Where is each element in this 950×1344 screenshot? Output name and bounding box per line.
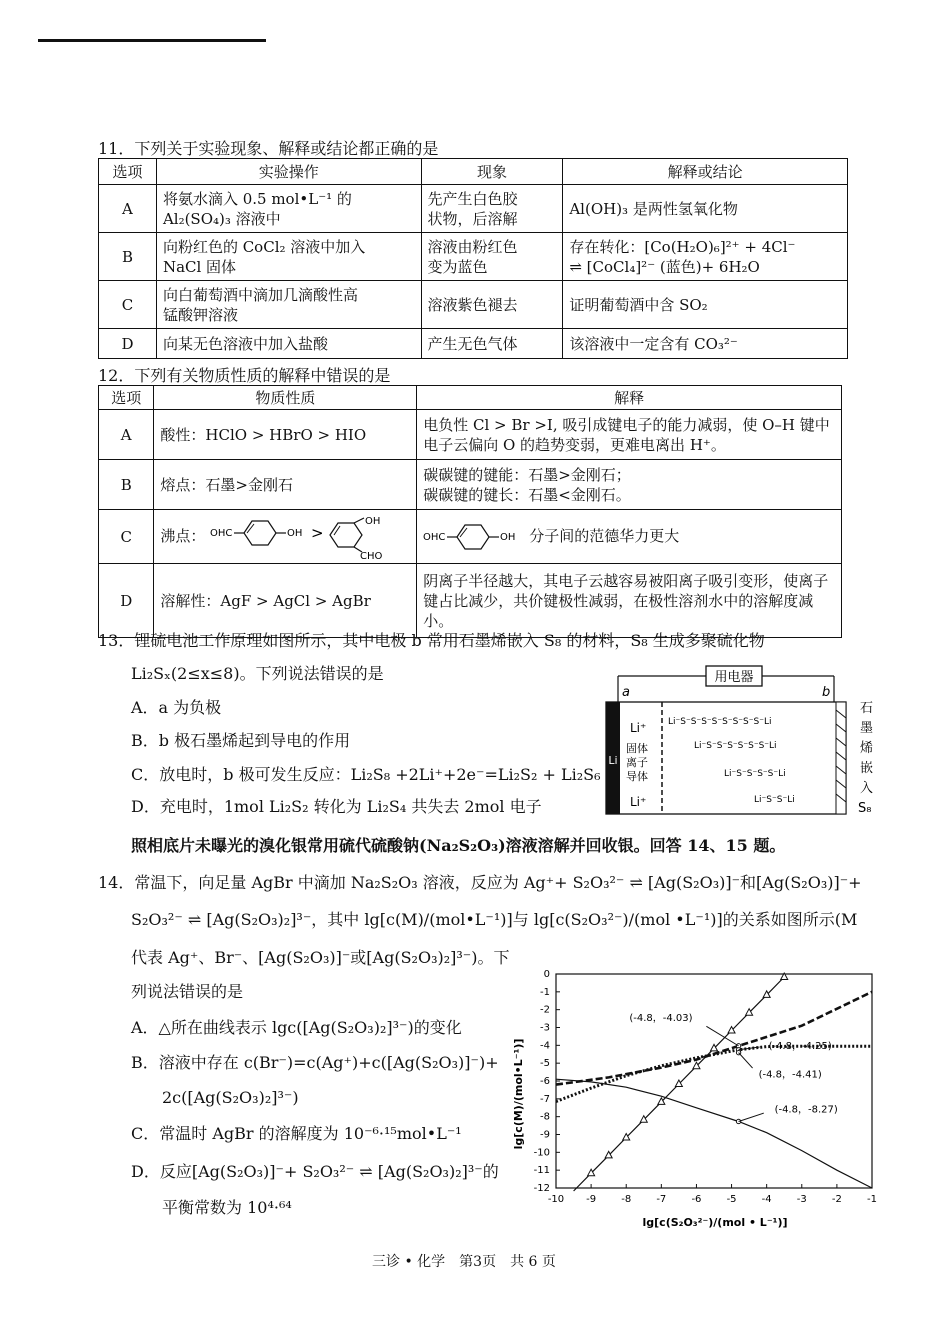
q11-operation-cell [156,185,421,233]
q14-option-d: D．反应[Ag(S₂O₃)]⁻+ S₂O₃²⁻ ⇌ [Ag(S₂O₃)₂]³⁻的 [131,1162,499,1181]
q11-phenomenon-cell: 溶液紫色褪去 [421,281,563,329]
q13-option-c: C．放电时，b 极可发生反应：Li₂S₈ +2Li⁺+2e⁻=Li₂S₂ + Li₂S₆ [131,765,601,784]
top-rule [38,39,266,42]
side-label-char: 墨 [860,721,874,736]
electrolyte-label-3: 导体 [626,770,648,783]
q11-conclusion-line: ⇌ [CoCl₄]²⁻ (蓝色)+ 6H₂O [569,257,760,276]
polysulfide-chain: Li⁻S⁻S⁻S⁻S⁻S⁻S⁻S⁻S⁻Li [668,717,772,727]
q12-header-explanation: 解释 [417,386,842,410]
q11-phenomenon-cell: 产生无色气体 [421,329,563,359]
q12-explanation-line: 碳碳键的键长：石墨<金刚石。 [423,485,631,504]
chart-x-axis-label: lg[c(S₂O₃²⁻)/(mol • L⁻¹)] [642,1216,788,1229]
mol-ohc-label: OHC [210,527,233,539]
q12-row-b [99,460,842,510]
q11-option-label: A [99,185,157,233]
side-label-char: 嵌 [860,761,874,776]
y-tick-label: -6 [540,1076,550,1087]
y-tick-label: -1 [540,986,550,998]
x-tick-label: -10 [547,1194,565,1205]
li-ion-bottom: Li⁺ [630,795,647,809]
q11-option-label: C [99,281,157,329]
q14-option-c: C．常温时 AgBr 的溶解度为 10⁻⁶·¹⁵mol•L⁻¹ [131,1124,462,1143]
electrolyte-label-1: 固体 [626,742,648,755]
x-tick-label: -3 [796,1194,807,1205]
q11-phenomenon-line: 先产生白色胶 [427,189,518,208]
q12-row-a [99,410,842,460]
q11-operation-line: NaCl 固体 [162,257,237,276]
polysulfide-chain: Li⁻S⁻S⁻S⁻S⁻S⁻S⁻Li [694,741,777,751]
q11-option-label: D [99,329,157,359]
y-tick-label: -4 [540,1040,550,1052]
q12-explanation-line: 碳碳键的键能：石墨>金刚石； [423,465,631,484]
q14-option-b: B．溶液中存在 c(Br⁻)=c(Ag⁺)+c([Ag(S₂O₃)]⁻)+ [131,1053,499,1072]
benzene-ring-icon [244,521,276,545]
annotation-label: (-4.8，-4.41) [758,1069,822,1081]
q12-table [98,385,842,638]
annotation-arrow [706,1026,738,1046]
y-tick-label: -10 [533,1147,550,1159]
y-tick-label: -8 [540,1111,550,1123]
benzene-ring-icon [330,523,362,547]
li-electrode-label: Li [608,754,618,767]
q12-option-label: B [99,460,154,510]
q14-option-d-cont: 平衡常数为 10⁴·⁶⁴ [162,1198,292,1217]
electrode-b-label: b [822,685,831,700]
q11-conclusion-cell: 该溶液中一定含有 CO₃²⁻ [563,329,848,359]
electrolyte-label-2: 离子 [626,756,648,769]
q11-conclusion-cell: 证明葡萄酒中含 SO₂ [563,281,848,329]
q11-conclusion-line: Al(OH)₃ 是两性氢氧化物 [569,199,738,218]
side-label-char: 石 [860,701,874,716]
y-tick-label: -9 [540,1129,550,1141]
q12-row-c [99,510,842,564]
side-label-char: 入 [860,781,874,796]
side-label-char: 烯 [860,741,874,756]
device-label: 用电器 [714,670,754,685]
q11-header-operation: 实验操作 [156,159,421,185]
q11-operation-line: 向粉红色的 CoCl₂ 溶液中加入 [162,237,366,256]
q12-title: 12．下列有关物质性质的解释中错误的是 [98,366,391,385]
q12-explanation-cell: 电负性 Cl > Br >I, 吸引成键电子的能力减弱，使 O–H 键中电子云偏向 O 的趋势变弱，更难电离出 H⁺。 [417,410,842,460]
y-tick-label: -11 [533,1165,550,1177]
q11-operation-line: 向白葡萄酒中滴加几滴酸性高 [162,285,358,304]
q11-row-d [99,329,848,359]
greater-than-sign: > [311,523,324,542]
q14-option-a: A．△所在曲线表示 lgc([Ag(S₂O₃)₂]³⁻)的变化 [131,1018,462,1037]
q14-stem-line-4: 列说法错误的是 [131,982,244,1001]
x-tick-label: -5 [726,1194,737,1205]
q12-row-d [99,564,842,638]
mol-oh-label: OH [365,515,381,527]
side-label-char: S₈ [858,801,872,816]
q11-row-b [99,233,848,281]
battery-diagram [598,660,888,820]
q11-conclusion-line: 存在转化：[Co(H₂O)₆]²⁺ + 4Cl⁻ [569,237,796,256]
y-tick-label: -7 [540,1093,550,1105]
q11-operation-line: 将氨水滴入 0.5 mol•L⁻¹ 的 [162,189,352,208]
graphene-s8-electrode [836,702,846,814]
polysulfide-chain: Li⁻S⁻S⁻Li [754,795,795,805]
q13-option-a: A．a 为负极 [131,698,222,717]
page-footer: 三诊 • 化学 第3页 共 6 页 [372,1254,556,1270]
q12-explanation-cell: 阴离子半径越大，其电子云越容易被阳离子吸引变形，使离子键占比减少，共价键极性减弱，在极性溶剂水中的溶解度减小。 [417,564,842,638]
chart-y-axis-label: lg[c(M)/(mol•L⁻¹)] [512,1038,525,1150]
series-line-solid [556,1079,872,1188]
x-tick-label: -7 [656,1194,667,1205]
q13-stem-line-1: 13．锂硫电池工作原理如图所示，其中电极 b 常用石墨烯嵌入 S₈ 的材料，S₈ 生成多聚硫化物 [98,631,765,650]
q12-property-cell: 溶解性：AgF > AgCl > AgBr [154,564,417,638]
q13-option-d: D．充电时，1mol Li₂S₂ 转化为 Li₂S₄ 共失去 2mol 电子 [131,797,542,816]
y-tick-label: 0 [543,969,550,980]
q11-phenomenon-line: 溶液由粉红色 [427,237,518,256]
annotation-label: (-4.8，-4.25) [768,1040,832,1052]
q11-header-conclusion: 解释或结论 [563,159,848,185]
x-tick-label: -2 [831,1194,842,1205]
annotation-label: (-4.8，-4.03) [629,1012,693,1024]
x-tick-label: -4 [761,1194,772,1205]
y-tick-label: -3 [540,1022,550,1034]
x-tick-label: -1 [867,1194,877,1205]
benzene-ring-icon [457,525,489,549]
q14-option-b-cont: 2c([Ag(S₂O₃)₂]³⁻) [162,1088,299,1107]
q12-header-property: 物质性质 [154,386,417,410]
y-tick-label: -12 [533,1183,550,1194]
y-tick-label: -2 [540,1004,550,1016]
mol-cho-label: CHO [360,550,383,560]
q14-stem-line-1: 14．常温下，向足量 AgBr 中滴加 Na₂S₂O₃ 溶液，反应为 Ag⁺+ S₂O₃²⁻ ⇌ [Ag(S₂O₃)]⁻和[Ag(S₂O₃)]⁻+ [98,873,862,892]
y-tick-label: -5 [540,1058,550,1070]
q12-header-option: 选项 [99,386,154,410]
q14-stem-line-3: 代表 Ag⁺、Br⁻、[Ag(S₂O₃)]⁻或[Ag(S₂O₃)₂]³⁻)。下 [131,948,510,967]
q11-conclusion-cell [563,233,848,281]
q11-phenomenon-line: 状物，后溶解 [427,209,518,228]
q13-option-b: B．b 极石墨烯起到导电的作用 [131,731,351,750]
q11-row-a [99,185,848,233]
li-ion-top: Li⁺ [630,721,647,735]
q12-explanation-cell [417,510,842,564]
annotation-label: (-4.8，-8.27) [774,1104,838,1116]
series-line-dashed [556,992,872,1085]
q11-title: 11．下列关于实验现象、解释或结论都正确的是 [98,139,439,158]
x-tick-label: -8 [621,1194,632,1205]
x-tick-label: -9 [586,1194,597,1205]
q11-header-option: 选项 [99,159,157,185]
q11-operation-cell [156,233,421,281]
q12-property-cell: 熔点：石墨>金刚石 [154,460,417,510]
series-line-dotted [556,1046,872,1101]
q11-operation-cell [156,281,421,329]
chart-frame [556,974,872,1188]
lg-concentration-chart [500,962,890,1232]
q11-operation-line: Al₂(SO₄)₃ 溶液中 [162,209,281,228]
annotation-arrow [739,1053,753,1068]
mol-oh-label: OH [287,527,303,539]
q14-15-intro: 照相底片未曝光的溴化银常用硫代硫酸钠(Na₂S₂O₃)溶液溶解并回收银。回答 14、15 题。 [131,836,786,855]
q11-table [98,158,848,359]
q11-phenomenon-line: 变为蓝色 [427,257,488,276]
q12-option-label: C [99,510,154,564]
polysulfide-chain: Li⁻S⁻S⁻S⁻S⁻Li [724,769,786,779]
q12-boiling-label: 沸点： [160,526,206,545]
q12-option-label: D [99,564,154,638]
electrode-a-label: a [622,685,630,700]
q11-operation-line: 锰酸钾溶液 [162,305,238,324]
q12-explanation-text: 分子间的范德华力更大 [529,526,680,545]
q11-row-c [99,281,848,329]
molecule-structure [423,519,529,555]
q11-operation-cell: 向某无色溶液中加入盐酸 [156,329,421,359]
q13-stem-line-2: Li₂Sₓ(2≤x≤8)。下列说法错误的是 [131,664,384,683]
q11-conclusion-cell [563,185,848,233]
q12-option-label: A [99,410,154,460]
mol-oh-label: OH [500,531,516,543]
x-tick-label: -6 [691,1194,702,1205]
q11-option-label: B [99,233,157,281]
q14-stem-line-2: S₂O₃²⁻ ⇌ [Ag(S₂O₃)₂]³⁻，其中 lg[c(M)/(mol•L⁻¹)]与 lg[c(S₂O₃²⁻)/(mol •L⁻¹)]的关系如图所示(M [131,910,858,929]
q11-phenomenon-cell [421,185,563,233]
q12-property-cell: 酸性：HClO > HBrO > HIO [154,410,417,460]
annotation-arrow [739,1113,764,1121]
q11-phenomenon-cell [421,233,563,281]
q12-property-cell [154,510,417,564]
mol-ohc-label: OHC [423,531,446,543]
q12-explanation-cell [417,460,842,510]
molecule-structures [210,514,410,560]
q11-header-phenomenon: 现象 [421,159,563,185]
